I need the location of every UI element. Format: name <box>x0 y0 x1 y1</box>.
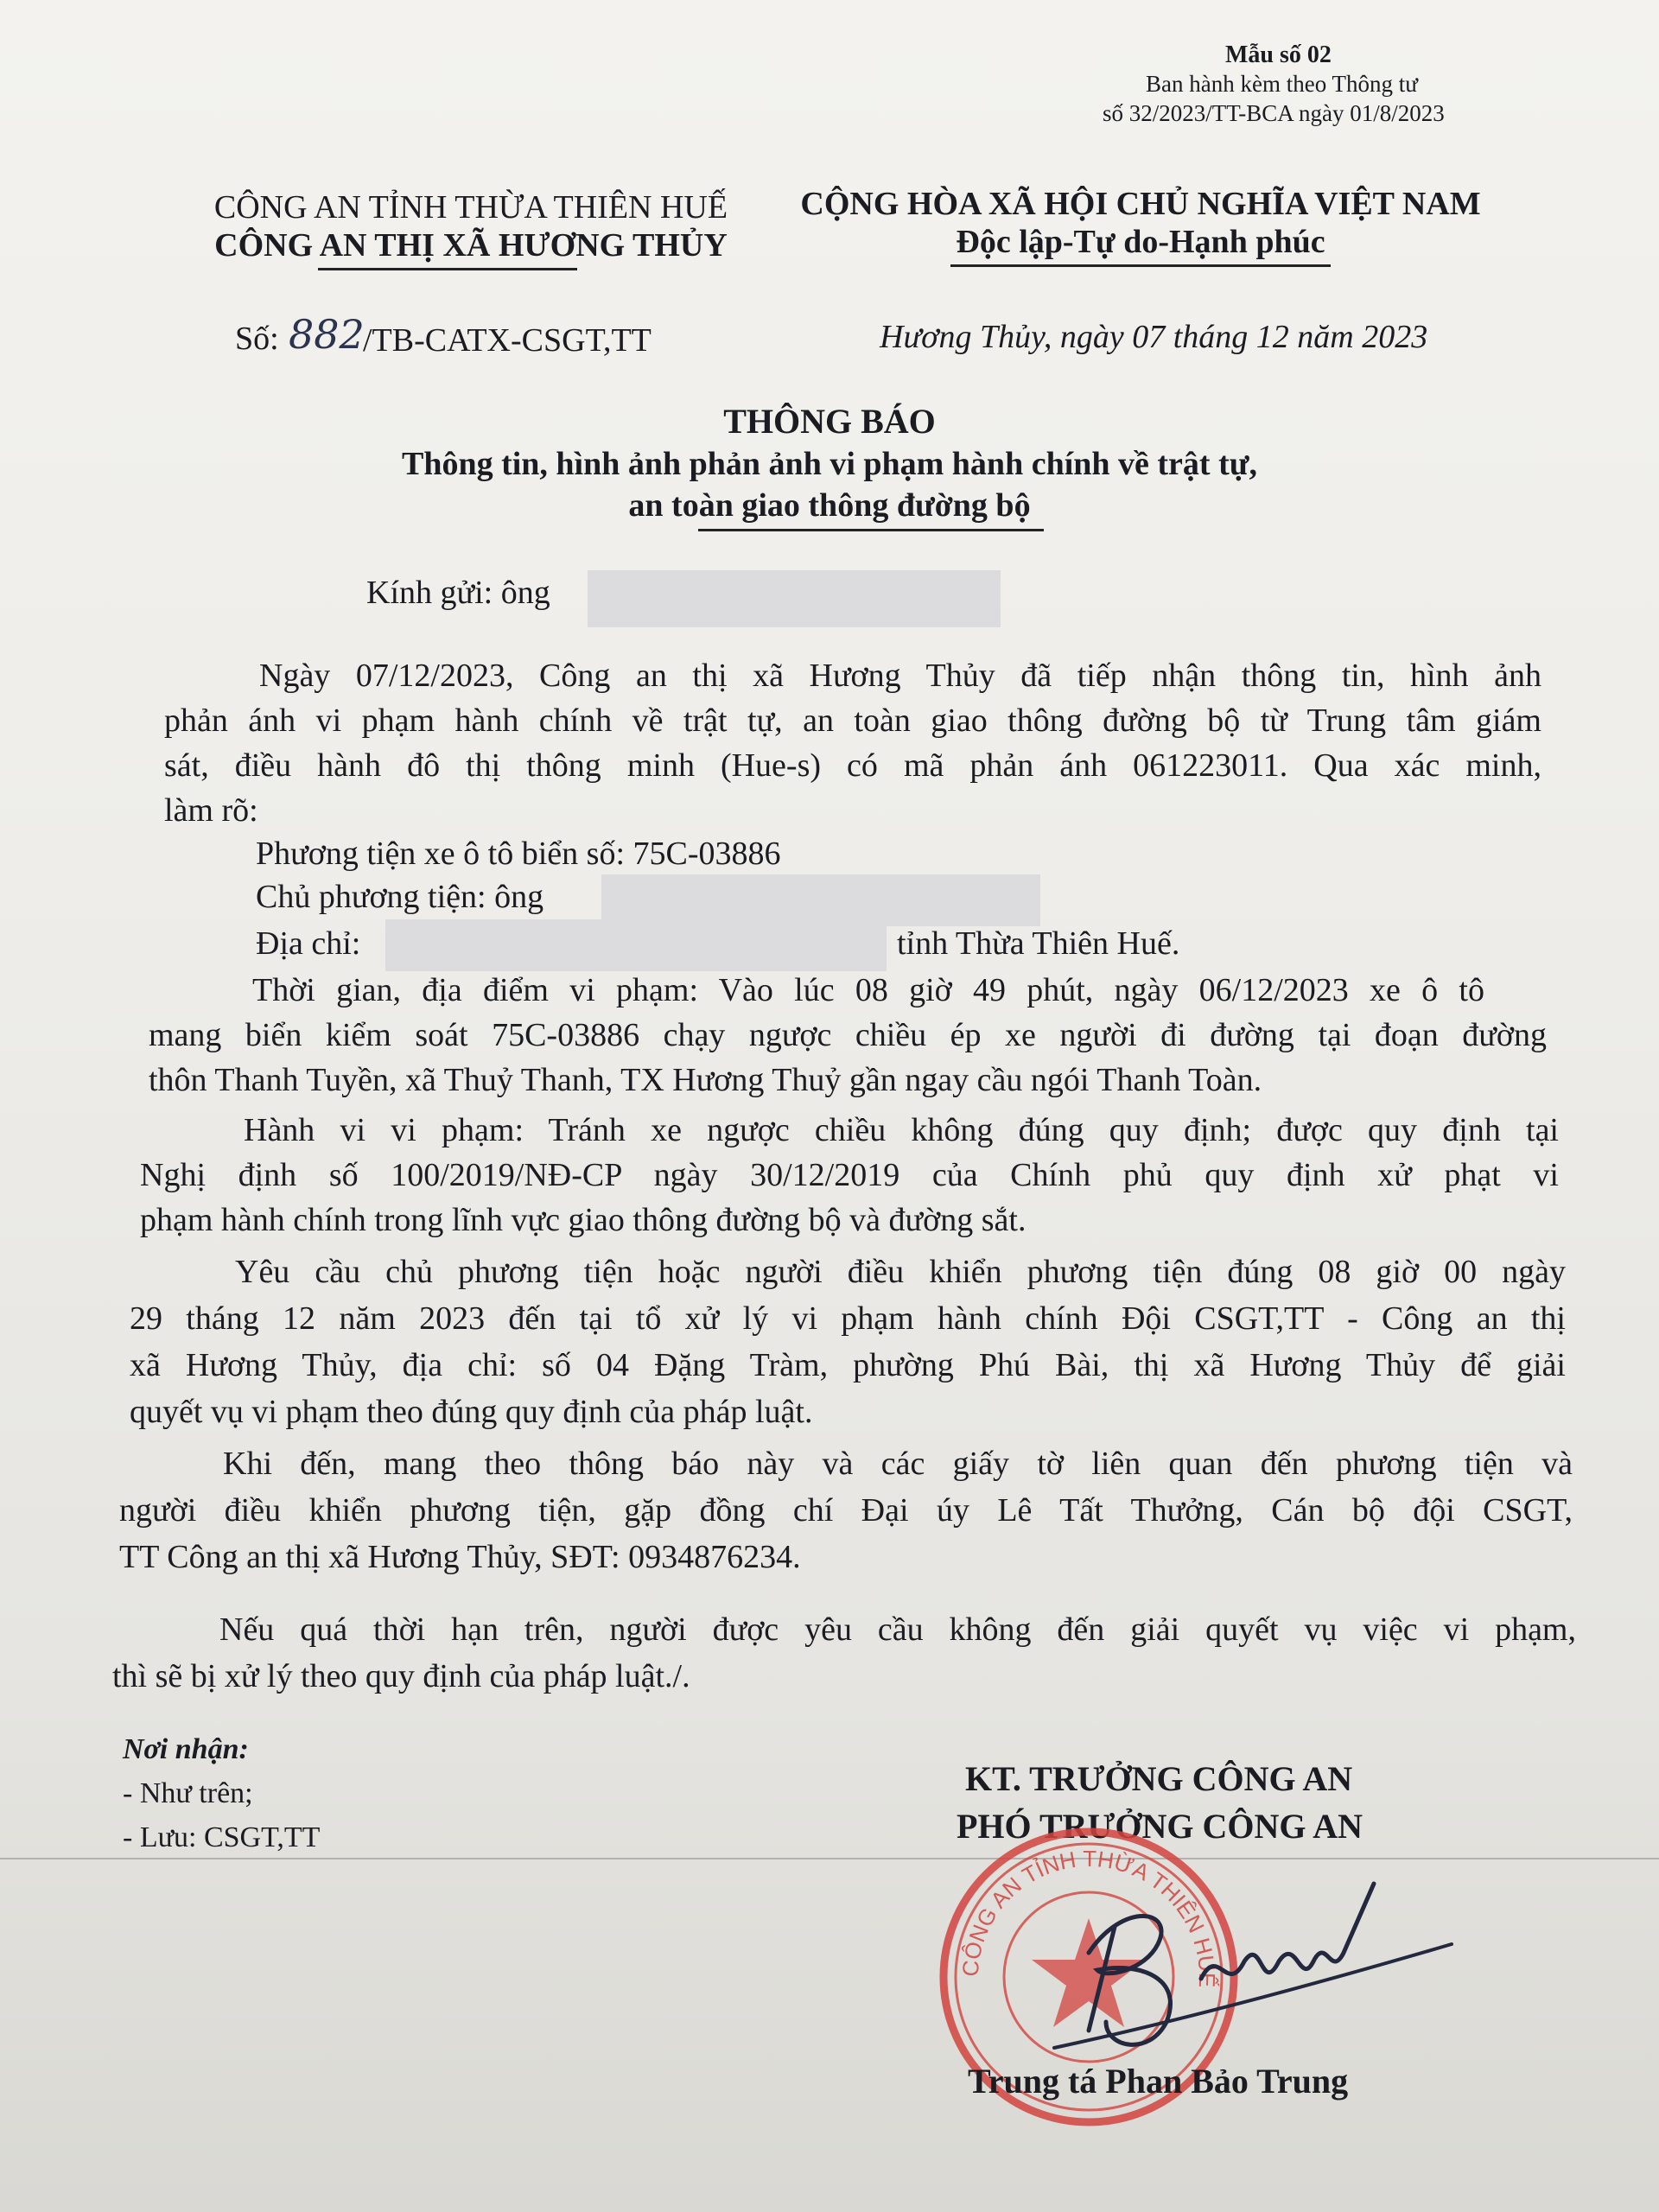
national-motto: Độc lập-Tự do-Hạnh phúc <box>956 224 1325 260</box>
body-line: thôn Thanh Tuyền, xã Thuỷ Thanh, TX Hương Thuỷ gần ngay cầu ngói Thanh Toàn. <box>149 1062 1262 1098</box>
subtitle-underline <box>698 529 1044 531</box>
body-line: Thời gian, địa điểm vi phạm: Vào lúc 08 giờ 49 phút, ngày 06/12/2023 xe ô tô <box>252 972 1484 1008</box>
doc-number-label: Số: <box>235 321 279 357</box>
redacted-name <box>588 570 1001 627</box>
doc-number-code: /TB-CATX-CSGT,TT <box>363 322 652 359</box>
body-line: quyết vụ vi phạm theo đúng quy định của pháp luật. <box>130 1394 813 1430</box>
form-circular: số 32/2023/TT-BCA ngày 01/8/2023 <box>1103 100 1445 126</box>
recipient-item: - Lưu: CSGT,TT <box>123 1821 321 1853</box>
vehicle-plate: Phương tiện xe ô tô biển số: 75C-03886 <box>256 836 781 872</box>
signer-position: PHÓ TRƯỞNG CÔNG AN <box>957 1807 1363 1846</box>
body-line: xã Hương Thủy, địa chỉ: số 04 Đặng Tràm, phường Phú Bài, thị xã Hương Thủy để giải <box>130 1347 1566 1383</box>
body-line: thì sẽ bị xử lý theo quy định của pháp luật./. <box>112 1658 690 1694</box>
place-and-date: Hương Thủy, ngày 07 tháng 12 năm 2023 <box>880 319 1428 355</box>
body-line: phản ánh vi phạm hành chính về trật tự, an toàn giao thông đường bộ từ Trung tâm giám <box>164 702 1541 739</box>
form-number: Mẫu số 02 <box>1225 41 1332 68</box>
notice-subtitle-line-2: an toàn giao thông đường bộ <box>628 487 1031 524</box>
redacted-owner <box>601 874 1040 926</box>
issuing-agency: CÔNG AN THỊ XÃ HƯƠNG THỦY <box>214 227 728 264</box>
body-line: mang biển kiểm soát 75C-03886 chạy ngược chiều ép xe người đi đường tại đoạn đường <box>149 1017 1547 1053</box>
owner-address-province: tỉnh Thừa Thiên Huế. <box>897 925 1180 962</box>
redacted-address <box>385 919 887 971</box>
body-line: sát, điều hành đô thị thông minh (Hue-s) có mã phản ánh 061223011. Qua xác minh, <box>164 747 1541 784</box>
body-line: làm rõ: <box>164 792 258 829</box>
signer-name: Trung tá Phan Bảo Trung <box>968 2062 1349 2101</box>
body-line: Hành vi vi phạm: Tránh xe ngược chiều không đúng quy định; được quy định tại <box>244 1112 1559 1148</box>
parent-agency: CÔNG AN TỈNH THỪA THIÊN HUẾ <box>213 189 728 226</box>
body-line: Ngày 07/12/2023, Công an thị xã Hương Thủy đã tiếp nhận thông tin, hình ảnh <box>259 658 1541 694</box>
body-line: Khi đến, mang theo thông báo này và các giấy tờ liên quan đến phương tiện và <box>223 1446 1573 1482</box>
body-line: Nghị định số 100/2019/NĐ-CP ngày 30/12/2019 của Chính phủ quy định xử phạt vi <box>140 1157 1559 1193</box>
body-line: Yêu cầu chủ phương tiện hoặc người điều khiển phương tiện đúng 08 giờ 00 ngày <box>235 1254 1566 1290</box>
body-line: 29 tháng 12 năm 2023 đến tại tổ xử lý vi phạm hành chính Đội CSGT,TT - Công an thị <box>130 1300 1566 1337</box>
body-line: TT Công an thị xã Hương Thủy, SĐT: 0934876234. <box>119 1539 801 1575</box>
signer-authority: KT. TRƯỞNG CÔNG AN <box>965 1759 1353 1798</box>
body-line: phạm hành chính trong lĩnh vực giao thông đường bộ và đường sắt. <box>140 1202 1027 1238</box>
recipients-label: Nơi nhận: <box>123 1733 249 1765</box>
recipient-item: - Như trên; <box>123 1777 253 1809</box>
doc-number-handwritten: 882 <box>289 311 365 358</box>
seal-text: CÔNG AN TỈNH THỪA THIÊN HUẾ <box>957 1845 1221 1988</box>
motto-underline <box>950 264 1331 267</box>
national-title: CỘNG HÒA XÃ HỘI CHỦ NGHĨA VIỆT NAM <box>800 186 1481 222</box>
notice-title: THÔNG BÁO <box>723 402 936 441</box>
owner-address-label: Địa chỉ: <box>256 925 361 962</box>
addressee: Kính gửi: ông <box>366 575 550 611</box>
agency-underline <box>318 268 577 270</box>
body-line: Nếu quá thời hạn trên, người được yêu cầu không đến giải quyết vụ việc vi phạm, <box>219 1611 1576 1648</box>
notice-subtitle-line-1: Thông tin, hình ảnh phản ảnh vi phạm hành chính về trật tự, <box>401 446 1258 482</box>
handwritten-signature <box>1002 1849 1486 2074</box>
body-line: người điều khiển phương tiện, gặp đồng chí Đại úy Lê Tất Thưởng, Cán bộ đội CSGT, <box>119 1492 1573 1529</box>
vehicle-owner: Chủ phương tiện: ông <box>256 879 544 915</box>
form-issued-with: Ban hành kèm theo Thông tư <box>1146 71 1418 97</box>
